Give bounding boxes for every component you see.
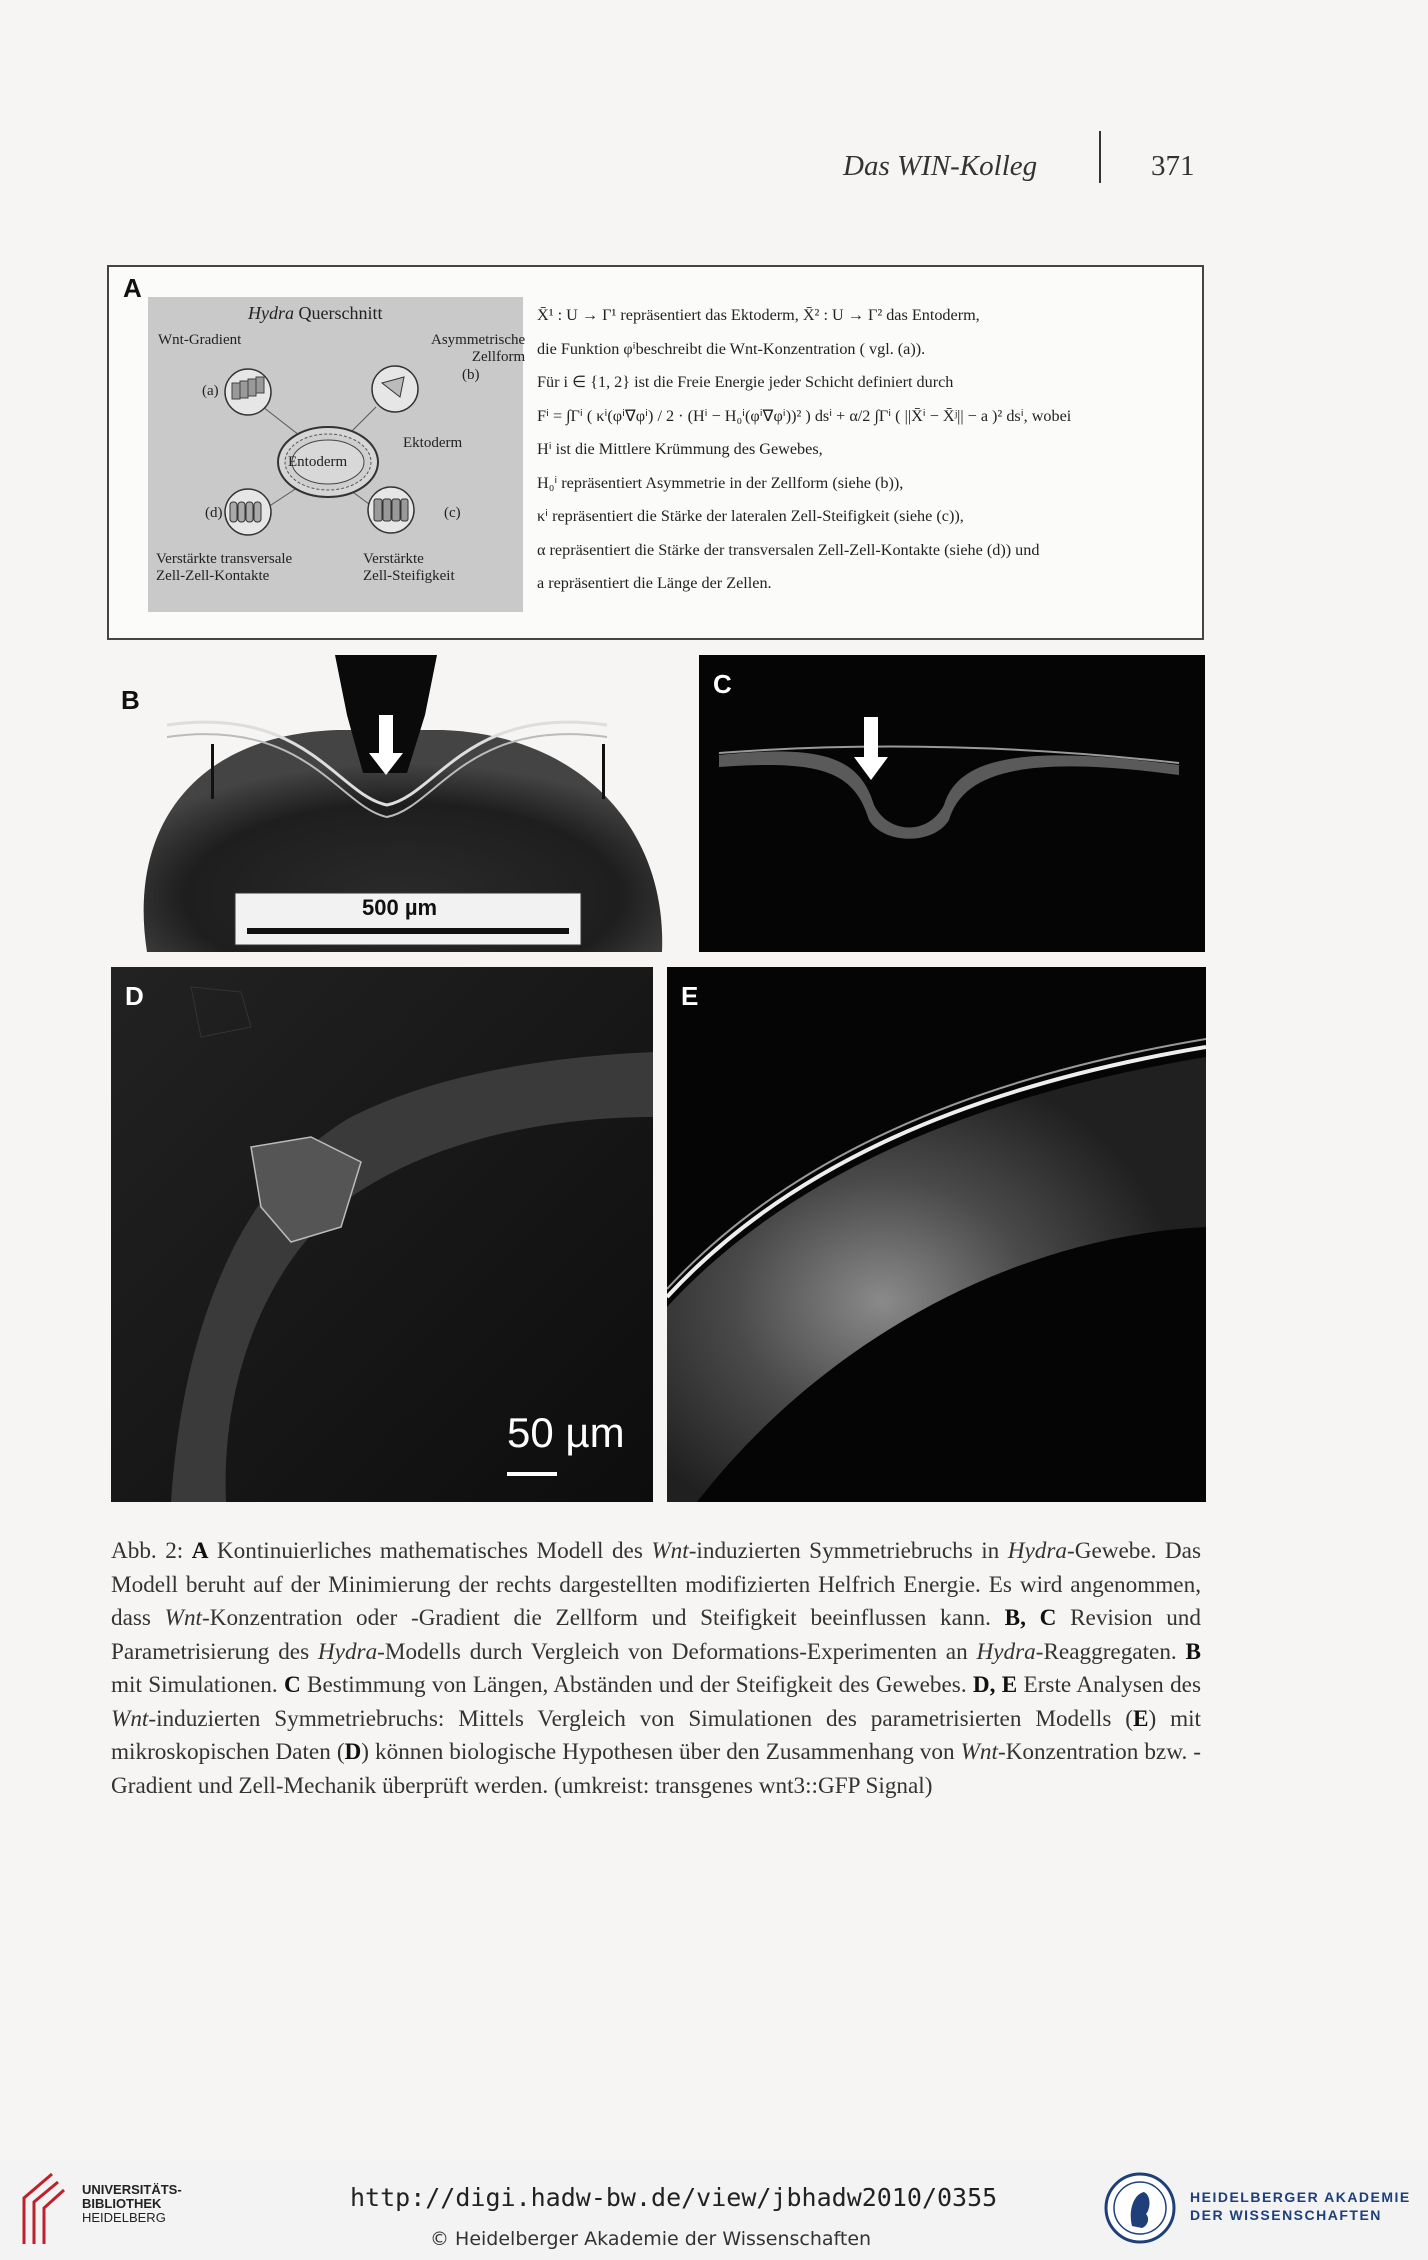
- simulation-image: [667, 967, 1206, 1502]
- scale-bar-label-d: 50 µm: [507, 1409, 625, 1456]
- copyright-notice: © Heidelberger Akademie der Wissenschaften: [430, 2228, 872, 2250]
- panel-letter-a: A: [123, 273, 142, 303]
- model-equations: [537, 299, 1197, 601]
- figure-panel-a: [107, 265, 1204, 640]
- label-a: (a): [202, 383, 219, 399]
- simulation-deformation-image: [699, 655, 1205, 952]
- equation-line: Hⁱ ist die Mittlere Krümmung des Gewebes,: [537, 440, 823, 458]
- label-c: (c): [444, 505, 461, 521]
- figure-panel-c: [699, 655, 1205, 952]
- label-cell-stiffness: Verstärkte Zell-Steifigkeit: [363, 551, 455, 584]
- label-wnt-gradient: Wnt-Gradient: [158, 332, 242, 348]
- panel-letter-d: D: [125, 981, 144, 1011]
- hadw-wordmark: HEIDELBERGER AKADEMIE DER WISSENSCHAFTEN: [1190, 2189, 1411, 2223]
- schema-title: Hydra Querschnitt: [248, 303, 383, 323]
- label-d: (d): [205, 505, 223, 521]
- label-entoderm: Entoderm: [288, 454, 348, 470]
- digi-link[interactable]: http://digi.hadw-bw.de/view/jbhadw2010/0355: [350, 2183, 998, 2212]
- equation-line: Fⁱ = ∫Γⁱ ( κⁱ(φⁱ∇φⁱ) / 2 · (Hⁱ − H₀ⁱ(φⁱ∇φⁱ))² ) dsⁱ + α/2 ∫Γⁱ ( ||X̄ⁱ − X̄ʲ|| − a )² dsⁱ, wobei: [537, 406, 1072, 425]
- figure-panel-b: [107, 655, 673, 952]
- scale-bar-label-b: 500 µm: [362, 895, 438, 920]
- header-divider: [1099, 131, 1101, 183]
- hadw-seal-icon: [1102, 2170, 1178, 2246]
- figure-caption: Abb. 2: A Kontinuierliches mathematisches Modell des Wnt-induzierten Symmetriebruchs in Hydra-Gewebe. Das Modell beruht auf der Minimierung der rechts dargestellten modifizierten Helfrich Energie. Es wird angenommen, dass Wnt-Konzentration oder -Gradient die Zellform und Steifigkeit beeinflussen kann. B, C Revision und Parametrisierung des Hydra-Modells durch Vergleich von Deformations-Experimenten an Hydra-Reaggregaten. B mit Simulationen. C Bestimmung von Längen, Abständen und der Steifigkeit des Gewebes. D, E Erste Analysen des Wnt-induzierten Symmetriebruchs: Mittels Vergleich von Simulationen des parametrisierten Modells (E) mit mikroskopischen Daten (D) können biologische Hypothesen über den Zusammenhang von Wnt-Konzentration bzw. -Gradient und Zell-Mechanik überprüft werden. (umkreist: transgenes wnt3::GFP Signal): [111, 1538, 1201, 1799]
- label-transversal-contacts: Verstärkte transversale Zell-Zell-Kontakte: [156, 551, 293, 584]
- equation-line: H₀ⁱ repräsentiert Asymmetrie in der Zellform (siehe (b)),: [537, 473, 904, 492]
- hydra-cross-section-diagram: [148, 297, 526, 612]
- equation-line: a repräsentiert die Länge der Zellen.: [537, 574, 772, 592]
- panel-letter-b: B: [121, 685, 140, 715]
- label-b: (b): [462, 367, 480, 383]
- equation-line: Für i ∈ {1, 2} ist die Freie Energie jeder Schicht definiert durch: [537, 373, 954, 391]
- label-asymmetric-cell-shape: Asymmetrische Zellform: [431, 332, 526, 365]
- figure-panel-d: [111, 967, 653, 1502]
- label-ektoderm: Ektoderm: [403, 435, 463, 451]
- page-number: 371: [1151, 150, 1195, 182]
- panel-letter-e: E: [681, 981, 699, 1011]
- equation-line: α repräsentiert die Stärke der transversalen Zell-Zell-Kontakte (siehe (d)) und: [537, 540, 1040, 559]
- ub-heidelberg-wordmark: UNIVERSITÄTS- BIBLIOTHEK HEIDELBERG: [82, 2182, 182, 2225]
- equation-line: X̄¹ : U → Γ¹ repräsentiert das Ektoderm, X̄² : U → Γ² das Entoderm,: [537, 306, 980, 324]
- panel-letter-c: C: [713, 669, 732, 699]
- equation-line: die Funktion φⁱbeschreibt die Wnt-Konzentration ( vgl. (a)).: [537, 339, 926, 358]
- ub-heidelberg-logo-icon: [18, 2168, 76, 2248]
- running-head: Das WIN-Kolleg: [843, 150, 1038, 182]
- figure-panel-e: [667, 967, 1206, 1502]
- equation-line: κⁱ repräsentiert die Stärke der lateralen Zell-Steifigkeit (siehe (c)),: [537, 507, 964, 525]
